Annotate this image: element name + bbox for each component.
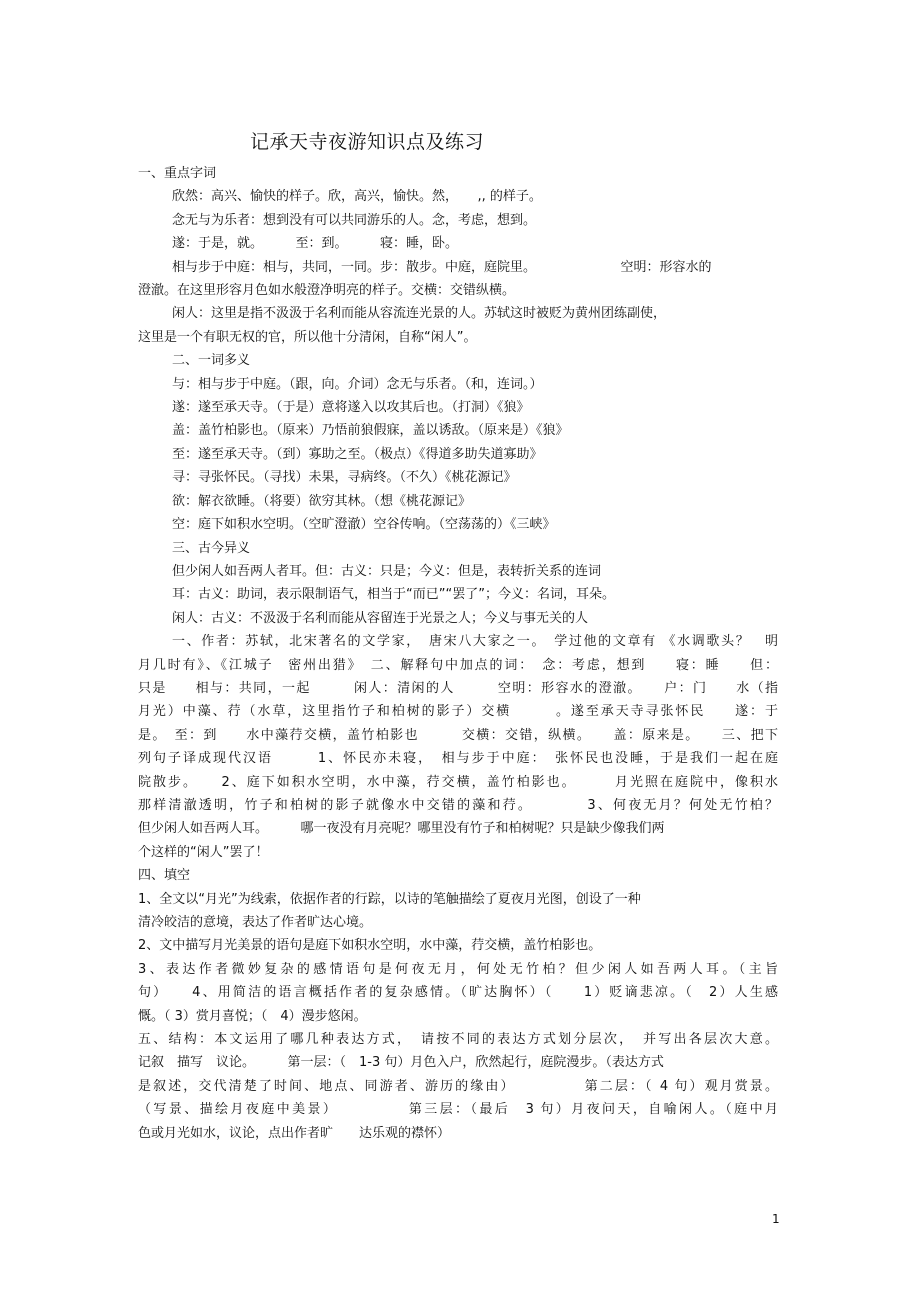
text-line: 列句子译成现代汉语 1、怀民亦未寝， 相与步于中庭： 张怀民也没睡，于是我们一起在庭	[138, 751, 778, 767]
text-line: 慨。（ 3）赏月喜悦；（ 4）漫步悠闲。	[138, 1008, 367, 1024]
text-line: 句） 4、用简洁的语言概括作者的复杂感情。（旷达胸怀）（ 1）贬谪悲凉。（ 2）人生感	[138, 985, 778, 1001]
text-line: 相与步于中庭：相与，共同，一同。步：散步。中庭，庭院里。 空明：形容水的	[172, 259, 712, 275]
document-body	[138, 162, 778, 1145]
text-line: 耳：古义：助词，表示限制语气，相当于“而已”“罢了”；今义：名词，耳朵。	[172, 587, 615, 603]
text-line: 院散步。 2、庭下如积水空明，水中藻，荇交横，盖竹柏影也。 月光照在庭院中，像积水	[138, 774, 778, 790]
text-line: 澄澈。在这里形容月色如水般澄净明亮的样子。交横：交错纵横。	[138, 283, 516, 299]
page-number: 1	[772, 1212, 780, 1226]
text-line: 个这样的“闲人”罢了！	[138, 844, 269, 860]
text-line: 至：遂至承天寺。（到）寡助之至。（极点）《得道多助失道寡助》	[172, 446, 543, 462]
text-line: 空：庭下如积水空明。（空旷澄澈）空谷传响。（空荡荡的）《三峡》	[172, 517, 556, 533]
text-line: 那样清澈透明，竹子和柏树的影子就像水中交错的藻和荇。 3、何夜无月？何处无竹柏？	[138, 797, 778, 813]
text-line: 月几时有》、《江城子 密州出猎》 二、解释句中加点的词： 念：考虑，想到 寝：睡 但：	[138, 657, 778, 673]
text-line: 但少闲人如吾两人者耳。但：古义：只是；今义：但是，表转折关系的连词	[172, 563, 602, 579]
text-line: 是叙述，交代清楚了时间、地点、同游者、游历的缘由） 第二层：（ 4 句）观月赏景。	[138, 1078, 778, 1094]
text-line: 寻：寻张怀民。（寻找）未果，寻病终。（不久）《桃花源记》	[172, 470, 517, 486]
document-title: 记承天寺夜游知识点及练习	[249, 131, 484, 153]
text-line: 欲：解衣欲睡。（将要）欲穷其林。（想《桃花源记》	[172, 493, 472, 509]
text-line: 是。 至：到 水中藻荇交横，盖竹柏影也 交横：交错，纵横。 盖：原来是。 三、把下	[138, 727, 778, 743]
text-line: 闲人：古义：不汲汲于名利而能从容留连于光景之人；今义与事无关的人	[172, 610, 589, 626]
text-line: 念无与为乐者：想到没有可以共同游乐的人。念，考虑，想到。	[172, 212, 537, 228]
section-heading: 三、古今异义	[172, 540, 251, 556]
text-line: 遂：遂至承天寺。（于是）意将遂入以攻其后也。（打洞）《狼》	[172, 400, 530, 416]
text-line: 3、表达作者微妙复杂的感情语句是何夜无月，何处无竹柏？但少闲人如吾两人耳。（主旨	[138, 961, 778, 977]
text-line: 与：相与步于中庭。（跟，向。介词）念无与乐者。（和，连词。）	[172, 376, 543, 392]
text-line: 遂：于是，就。 至：到。 寝：睡，卧。	[172, 236, 459, 252]
text-line: 只是 相与：共同，一起 闲人：清闲的人 空明：形容水的澄澈。 户：门 水（指	[138, 680, 778, 696]
text-line: 2、文中描写月光美景的语句是庭下如积水空明，水中藻，荇交横，盖竹柏影也。	[138, 938, 602, 954]
text-line: 记叙 描写 议论。 第一层：（ 1-3 句）月色入户，欣然起行，庭院漫步。（表达方式	[138, 1055, 664, 1071]
text-line: （写景、描绘月夜庭中美景） 第三层：（最后 3 句）月夜问天，自喻闲人。（庭中月	[138, 1102, 778, 1118]
section-heading: 一、重点字词	[138, 166, 217, 181]
text-line: 这里是一个有职无权的官，所以他十分清闲，自称“闲人”。	[138, 329, 477, 345]
text-line: 清冷皎洁的意境，表达了作者旷达心境。	[138, 915, 373, 930]
text-line: 色或月光如水，议论，点出作者旷 达乐观的襟怀）	[138, 1125, 451, 1141]
text-line: 1、全文以“月光”为线索，依据作者的行踪，以诗的笔触描绘了夏夜月光图，创设了一种	[138, 891, 641, 907]
text-line: 盖：盖竹柏影也。（原来）乃悟前狼假寐，盖以诱敌。（原来是）《狼》	[172, 423, 569, 439]
text-line: 欣然：高兴、愉快的样子。欣，高兴，愉快。然， ,, 的样子。	[172, 189, 542, 205]
text-line: 一、作者：苏轼，北宋著名的文学家， 唐宋八大家之一。 学过他的文章有 《水调歌头？ 明	[172, 634, 778, 650]
text-line: 但少闲人如吾两人耳。 哪一夜没有月亮呢？哪里没有竹子和柏树呢？只是缺少像我们两	[138, 821, 665, 837]
text-line: 闲人：这里是指不汲汲于名利而能从容流连光景的人。苏轼这时被贬为黄州团练副使，	[172, 306, 667, 322]
section-heading: 四、填空	[138, 868, 191, 884]
section-heading: 二、一词多义	[172, 353, 251, 369]
text-line: 月光）中藻、荇（水草，这里指竹子和柏树的影子）交横 。遂至承天寺寻张怀民 遂：于	[138, 704, 778, 720]
text-line: 五、结构：本文运用了哪几种表达方式， 请按不同的表达方式划分层次， 并写出各层次大意。	[138, 1032, 778, 1048]
